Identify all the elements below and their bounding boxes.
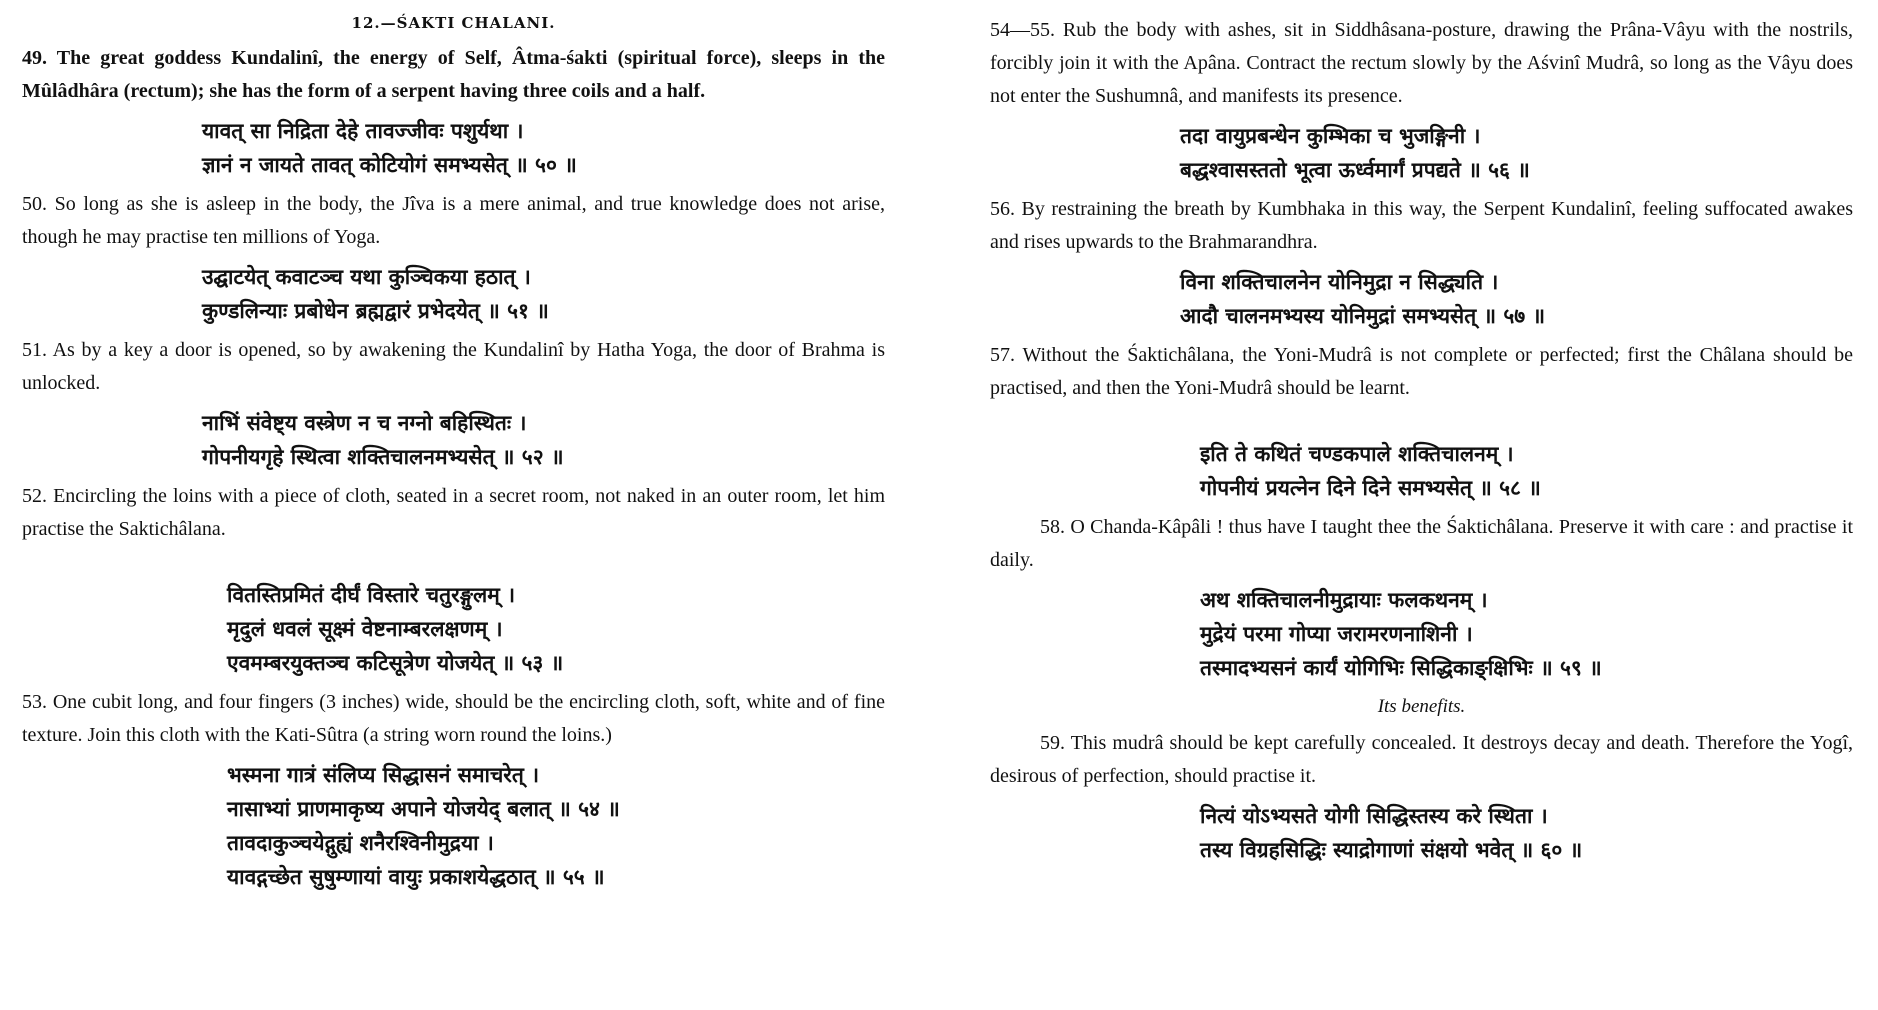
commentary-paragraph: 49. The great goddess Kundalinî, the energy of Self, Âtma-śakti (spiritual force), sleeps in the Mûlâdhâra (rectum); she has the form of a serpent having three coils and a half.: [22, 47, 885, 102]
section-subheading: Its benefits.: [1377, 696, 1466, 717]
sanskrit-verse: [990, 583, 1853, 685]
verse-line: यावद्गच्छेत सुषुम्णायां वायुः प्रकाशयेद्धठात् ॥ ५५ ॥: [227, 865, 605, 889]
right-page-content: [990, 14, 1853, 867]
spacer: [22, 552, 885, 574]
verse-line: उद्घाटयेत् कवाटञ्च यथा कुञ्चिकया हठात् ।: [202, 265, 531, 289]
commentary-paragraph: 50. So long as she is asleep in the body, the Jîva is a mere animal, and true knowledge does not arise, though he may practise ten millions of Yoga.: [22, 193, 885, 248]
page-gutter: [925, 0, 955, 1010]
commentary-paragraph: 53. One cubit long, and four fingers (3 inches) wide, should be the encircling cloth, soft, white and of fine texture. Join this cloth with the Kati-Sûtra (a string worn round the loins.): [22, 691, 885, 746]
verse-line: गोपनीयगृहे स्थित्वा शक्तिचालनमभ्यसेत् ॥ ५२ ॥: [202, 445, 564, 469]
verse-line: नाभिं संवेष्ट्य वस्त्रेण न च नग्नो बहिस्थितः ।: [202, 411, 527, 435]
left-page: [0, 0, 905, 1010]
verse-line: तस्य विग्रहसिद्धिः स्याद्रोगाणां संक्षयो भवेत् ॥ ६० ॥: [1200, 838, 1583, 862]
verse-line: नित्यं योऽभ्यसते योगी सिद्धिस्तस्य करे स्थिता ।: [1200, 804, 1548, 828]
sanskrit-verse: [990, 265, 1853, 333]
verse-line: कुण्डलिन्याः प्रबोधेन ब्रह्मद्वारं प्रभेदयेत् ॥ ५१ ॥: [202, 299, 549, 323]
verse-line: तस्मादभ्यसनं कार्यं योगिभिः सिद्धिकाङ्क्षिभिः ॥ ५९ ॥: [1200, 656, 1602, 680]
sanskrit-verse: [22, 260, 885, 328]
spacer: [990, 411, 1853, 433]
commentary-paragraph: 51. As by a key a door is opened, so by awakening the Kundalinî by Hatha Yoga, the door of Brahma is unlocked.: [22, 339, 885, 394]
sanskrit-verse: [990, 119, 1853, 187]
verse-line: अथ शक्तिचालनीमुद्रायाः फलकथनम् ।: [1200, 588, 1488, 612]
commentary-paragraph: 57. Without the Śaktichâlana, the Yoni-Mudrâ is not complete or perfected; first the Châlana should be practised, and then the Yoni-Mudrâ should be learnt.: [990, 344, 1853, 399]
commentary-paragraph: 58. O Chanda-Kâpâli ! thus have I taught thee the Śaktichâlana. Preserve it with care : and practise it daily.: [990, 516, 1853, 571]
commentary-paragraph: 52. Encircling the loins with a piece of cloth, seated in a secret room, not naked in an outer room, let him practise the Saktichâlana.: [22, 485, 885, 540]
sanskrit-verse: [990, 799, 1853, 867]
verse-line: यावत् सा निद्रिता देहे तावज्जीवः पशुर्यथा ।: [202, 119, 524, 143]
left-page-content: [22, 42, 885, 894]
verse-line: बद्धश्वासस्ततो भूत्वा ऊर्ध्वमार्गं प्रपद्यते ॥ ५६ ॥: [1180, 158, 1530, 182]
verse-line: आदौ चालनमभ्यस्य योनिमुद्रां समभ्यसेत् ॥ ५७ ॥: [1180, 304, 1546, 328]
commentary-paragraph: 54—55. Rub the body with ashes, sit in Siddhâsana-posture, drawing the Prâna-Vâyu with the nostrils, forcibly join it with the Apâna. Contract the rectum slowly by the Aśvinî Mudrâ, so long as the Vâyu does not enter the Sushumnâ, and manifests its presence.: [990, 19, 1853, 107]
verse-line: तावदाकुञ्चयेद्गुह्यं शनैरश्विनीमुद्रया ।: [227, 831, 494, 855]
sanskrit-verse: [22, 578, 885, 680]
right-page: [968, 0, 1873, 1010]
verse-line: मुद्रेयं परमा गोप्या जरामरणनाशिनी ।: [1200, 622, 1473, 646]
commentary-paragraph: 56. By restraining the breath by Kumbhaka in this way, the Serpent Kundalinî, feeling suffocated awakes and rises upwards to the Brahmarandhra.: [990, 198, 1853, 253]
verse-line: गोपनीयं प्रयत्नेन दिने दिने समभ्यसेत् ॥ ५८ ॥: [1200, 476, 1541, 500]
verse-line: इति ते कथितं चण्डकपाले शक्तिचालनम् ।: [1200, 442, 1514, 466]
verse-line: भस्मना गात्रं संलिप्य सिद्धासनं समाचरेत् ।: [227, 763, 540, 787]
verse-line: तदा वायुप्रबन्धेन कुम्भिका च भुजङ्गिनी ।: [1180, 124, 1481, 148]
sanskrit-verse: [22, 758, 885, 894]
verse-line: एवमम्बरयुक्तञ्च कटिसूत्रेण योजयेत् ॥ ५३ ॥: [227, 651, 564, 675]
commentary-paragraph: 59. This mudrâ should be kept carefully concealed. It destroys decay and death. Therefore the Yogî, desirous of perfection, should practise it.: [990, 732, 1853, 787]
sanskrit-verse: [22, 114, 885, 182]
running-head: 12.—ŚAKTI CHALANI.: [351, 14, 556, 32]
verse-line: विना शक्तिचालनेन योनिमुद्रा न सिद्ध्यति ।: [1180, 270, 1499, 294]
sanskrit-verse: [990, 437, 1853, 505]
sanskrit-verse: [22, 406, 885, 474]
verse-line: ज्ञानं न जायते तावत् कोटियोगं समभ्यसेत् ॥ ५० ॥: [202, 153, 577, 177]
verse-line: मृदुलं धवलं सूक्ष्मं वेष्टनाम्बरलक्षणम् ।: [227, 617, 503, 641]
verse-line: नासाभ्यां प्राणमाकृष्य अपाने योजयेद् बलात् ॥ ५४ ॥: [227, 797, 620, 821]
verse-line: वितस्तिप्रमितं दीर्घं विस्तारे चतुरङ्गुलम् ।: [227, 583, 516, 607]
